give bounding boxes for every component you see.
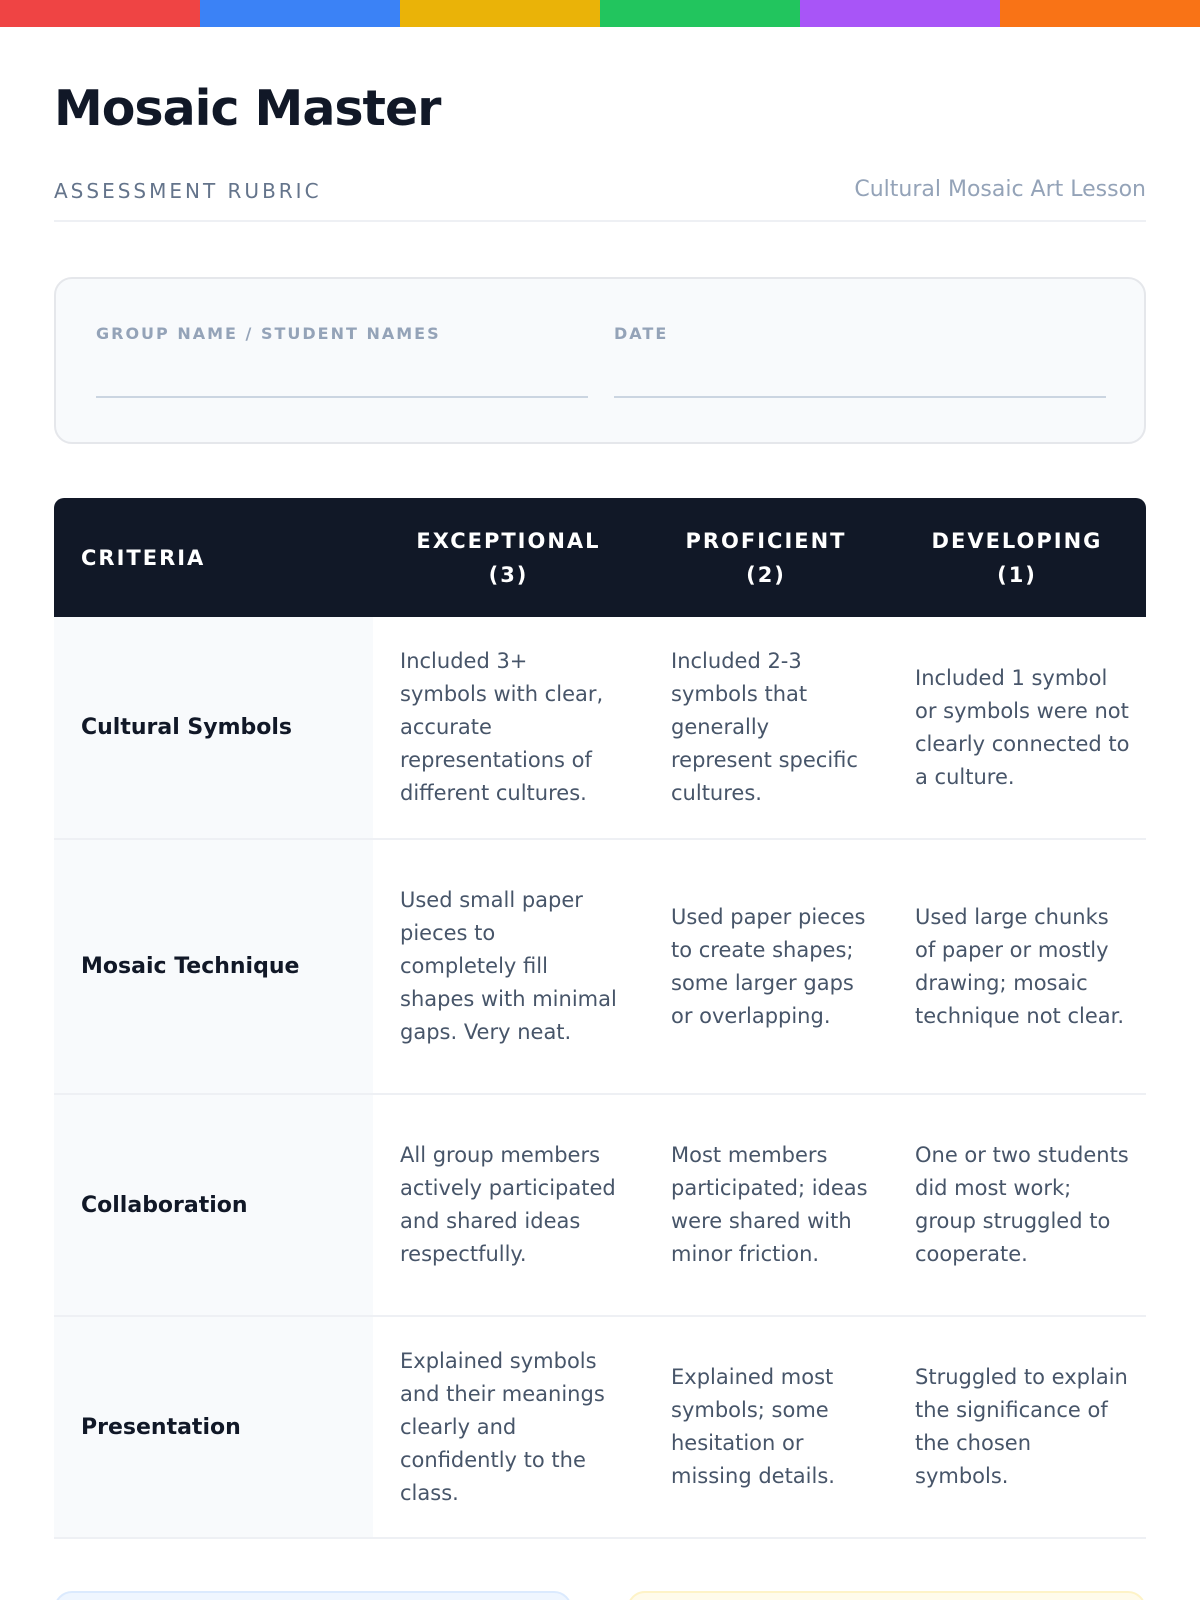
exceptional-cell[interactable]: Explained symbols and their meanings clearly and confidently to the class. (373, 1316, 644, 1538)
page-content (0, 27, 1200, 1539)
group-name-label: GROUP NAME / STUDENT NAMES (96, 324, 441, 343)
criterion-cell: Presentation (54, 1316, 373, 1538)
criterion-cell: Collaboration (54, 1094, 373, 1316)
exceptional-cell[interactable]: Included 3+ symbols with clear, accurate representations of different cultures. (373, 617, 644, 839)
header-proficient (644, 498, 888, 617)
student-info-box (54, 277, 1146, 444)
proficient-cell[interactable]: Explained most symbols; some hesitation or missing details. (644, 1316, 888, 1538)
exceptional-cell[interactable]: Used small paper pieces to completely fill shapes with minimal gaps. Very neat. (373, 839, 644, 1094)
header-exceptional (373, 498, 644, 617)
page-subtitle: ASSESSMENT RUBRIC (54, 179, 322, 203)
header-criteria: CRITERIA (54, 498, 373, 617)
stripe-red (0, 0, 200, 27)
stripe-green (600, 0, 800, 27)
page-header (54, 27, 1146, 222)
lesson-name: Cultural Mosaic Art Lesson (854, 177, 1146, 202)
notes-card-blue (54, 1591, 572, 1600)
header-exceptional-label: EXCEPTIONAL (416, 528, 601, 553)
rubric-row-mosaic-technique (54, 839, 1146, 1094)
page-title: Mosaic Master (54, 80, 441, 137)
rubric-row-cultural-symbols (54, 617, 1146, 839)
date-label: DATE (614, 324, 669, 343)
header-developing (888, 498, 1146, 617)
header-proficient-score: (2) (746, 562, 786, 587)
notes-card-amber (627, 1591, 1146, 1600)
exceptional-cell[interactable]: All group members actively participated and shared ideas respectfully. (373, 1094, 644, 1316)
stripe-purple (800, 0, 1000, 27)
color-stripe (0, 0, 1200, 27)
group-name-line[interactable] (96, 396, 588, 398)
header-proficient-label: PROFICIENT (685, 528, 847, 553)
criterion-cell: Mosaic Technique (54, 839, 373, 1094)
proficient-cell[interactable]: Included 2-3 symbols that generally represent specific cultures. (644, 617, 888, 839)
date-line[interactable] (614, 396, 1106, 398)
header-developing-label: DEVELOPING (931, 528, 1103, 553)
header-developing-score: (1) (997, 562, 1037, 587)
developing-cell[interactable]: Struggled to explain the significance of the chosen symbols. (888, 1316, 1146, 1538)
developing-cell[interactable]: One or two students did most work; group struggled to cooperate. (888, 1094, 1146, 1316)
rubric-row-presentation (54, 1316, 1146, 1538)
stripe-yellow (400, 0, 600, 27)
criterion-cell: Cultural Symbols (54, 617, 373, 839)
date-field[interactable] (614, 324, 1106, 398)
stripe-orange (1000, 0, 1200, 27)
header-exceptional-score: (3) (488, 562, 529, 587)
rubric-header-row (54, 498, 1146, 617)
proficient-cell[interactable]: Most members participated; ideas were shared with minor friction. (644, 1094, 888, 1316)
rubric-table (54, 498, 1146, 1539)
rubric-row-collaboration (54, 1094, 1146, 1316)
developing-cell[interactable]: Used large chunks of paper or mostly drawing; mosaic technique not clear. (888, 839, 1146, 1094)
footer-cards (54, 1591, 1146, 1600)
group-name-field[interactable] (96, 324, 588, 398)
developing-cell[interactable]: Included 1 symbol or symbols were not clearly connected to a culture. (888, 617, 1146, 839)
stripe-blue (200, 0, 400, 27)
proficient-cell[interactable]: Used paper pieces to create shapes; some larger gaps or overlapping. (644, 839, 888, 1094)
